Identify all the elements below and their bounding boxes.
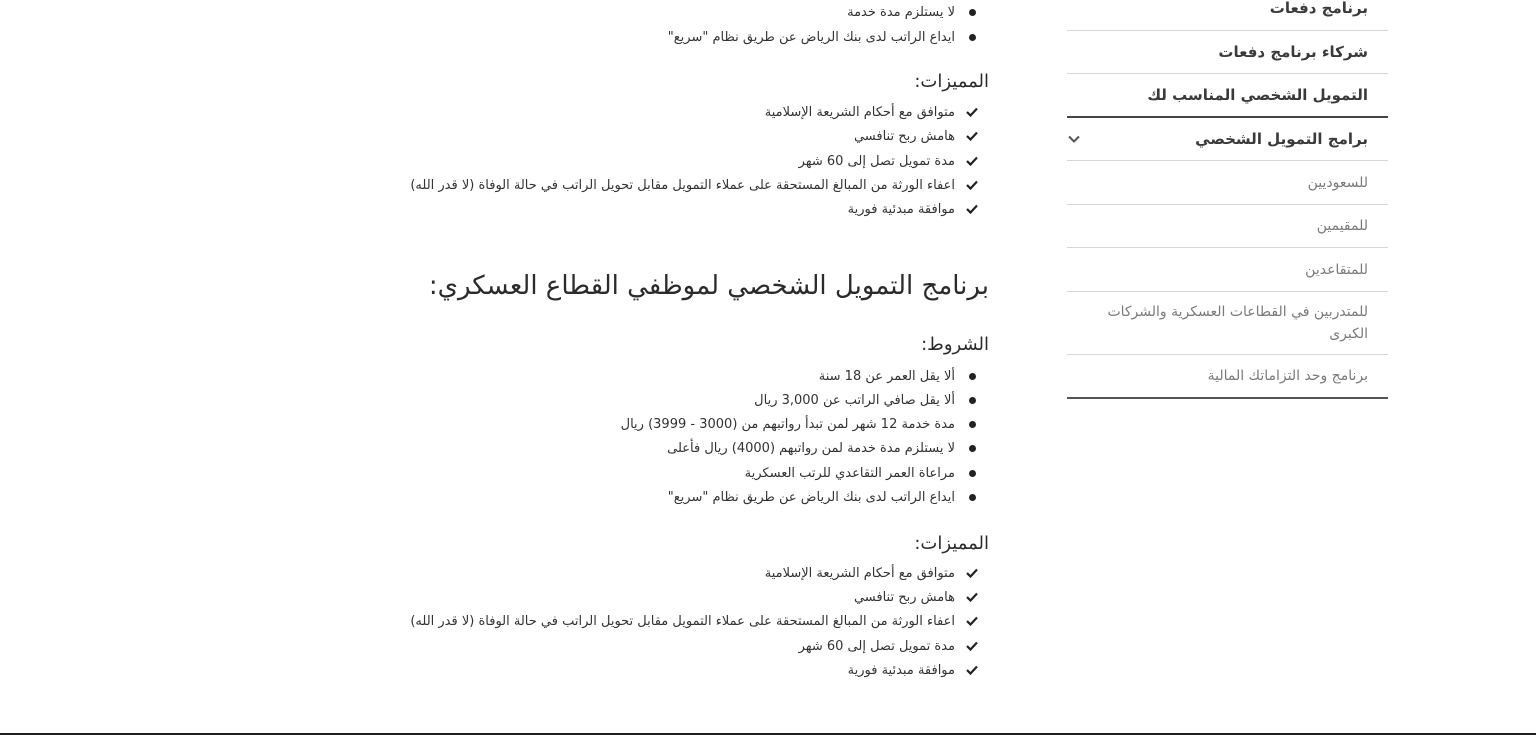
sidebar-item-label: شركاء برنامج دفعات	[1218, 43, 1368, 61]
list-item: مدة تمويل تصل إلى 60 شهر	[799, 149, 989, 173]
bullet-icon	[955, 445, 989, 452]
list-item: متوافق مع أحكام الشريعة الإسلامية	[765, 100, 989, 124]
sidebar-subitem-residents[interactable]	[1067, 204, 1388, 247]
sidebar-subitem-label: للمتدربين في القطاعات العسكرية والشركات الكبرى	[1107, 304, 1368, 342]
bullet-icon	[955, 470, 989, 477]
check-icon	[955, 131, 989, 141]
bullet-icon	[955, 373, 989, 380]
list-item: مراعاة العمر التقاعدي للرتب العسكرية	[745, 461, 989, 485]
sidebar-item-dafaat-partners[interactable]	[1067, 30, 1388, 73]
features-heading: المميزات:	[914, 533, 989, 554]
section-title: برنامج التمويل الشخصي لموظفي القطاع العسكري:	[428, 271, 989, 301]
sidebar-item-suitable-financing[interactable]	[1067, 73, 1388, 116]
features-heading: المميزات:	[914, 71, 989, 92]
list-item: لا يستلزم مدة خدمة	[847, 0, 989, 24]
list-item: مدة تمويل تصل إلى 60 شهر	[799, 634, 989, 658]
sidebar-subitem-saudis[interactable]	[1067, 160, 1388, 204]
sidebar-item-label: برنامج دفعات	[1269, 0, 1368, 17]
bullet-icon	[955, 9, 989, 16]
check-icon	[955, 592, 989, 602]
check-icon	[955, 180, 989, 190]
check-icon	[955, 107, 989, 117]
list-item: ألا يقل العمر عن 18 سنة	[819, 364, 989, 388]
list-item: متوافق مع أحكام الشريعة الإسلامية	[765, 561, 989, 585]
bullet-icon	[955, 34, 989, 41]
check-icon	[955, 665, 989, 675]
sidebar-subitem-label: للسعوديين	[1307, 174, 1368, 191]
check-icon	[955, 568, 989, 578]
bullet-icon	[955, 494, 989, 501]
list-item: مدة خدمة 12 شهر لمن تبدأ رواتبهم من (3000 - 3999) ريال	[621, 412, 989, 436]
list-item: هامش ربح تنافسي	[854, 585, 989, 609]
list-item: موافقة مبدئية فورية	[848, 658, 989, 682]
sidebar-subitem-retirees[interactable]	[1067, 247, 1388, 291]
list-item: اعفاء الورثة من المبالغ المستحقة على عملاء التمويل مقابل تحويل الراتب في حالة الوفاة (لا قدر الله)	[410, 173, 989, 197]
list-item: لا يستلزم مدة خدمة لمن رواتبهم (4000) ريال فأعلى	[667, 436, 989, 460]
check-icon	[955, 616, 989, 626]
list-item: اعفاء الورثة من المبالغ المستحقة على عملاء التمويل مقابل تحويل الراتب في حالة الوفاة (لا قدر الله)	[410, 609, 989, 633]
sidebar-item-label: التمويل الشخصي المناسب لك	[1147, 86, 1368, 104]
sidebar-subitem-label: للمقيمين	[1316, 218, 1368, 234]
list-item: ألا يقل صافي الراتب عن 3,000 ريال	[754, 388, 989, 412]
sidebar-subitem-label: للمتقاعدين	[1305, 261, 1368, 278]
sidebar-item-dafaat[interactable]	[1067, 0, 1388, 30]
sidebar-subitem-label: برنامج وحد التزاماتك المالية	[1207, 368, 1368, 384]
bullet-icon	[955, 421, 989, 428]
list-item: هامش ربح تنافسي	[854, 124, 989, 148]
sidebar-subitem-military-trainees[interactable]	[1067, 291, 1388, 354]
sidebar-item-label: برامج التمويل الشخصي	[1195, 130, 1368, 148]
list-item: موافقة مبدئية فورية	[848, 197, 989, 221]
conditions-heading: الشروط:	[921, 334, 989, 355]
sidebar-subitem-debt-consolidation[interactable]	[1067, 354, 1388, 397]
list-item: ايداع الراتب لدى بنك الرياض عن طريق نظام "سريع"	[668, 25, 989, 49]
check-icon	[955, 641, 989, 651]
list-item: ايداع الراتب لدى بنك الرياض عن طريق نظام "سريع"	[668, 485, 989, 509]
chevron-down-icon[interactable]	[1067, 132, 1081, 146]
sidebar-divider	[1067, 397, 1388, 399]
check-icon	[955, 156, 989, 166]
bullet-icon	[955, 397, 989, 404]
check-icon	[955, 204, 989, 214]
sidebar-item-personal-financing-programs[interactable]	[1067, 116, 1388, 160]
